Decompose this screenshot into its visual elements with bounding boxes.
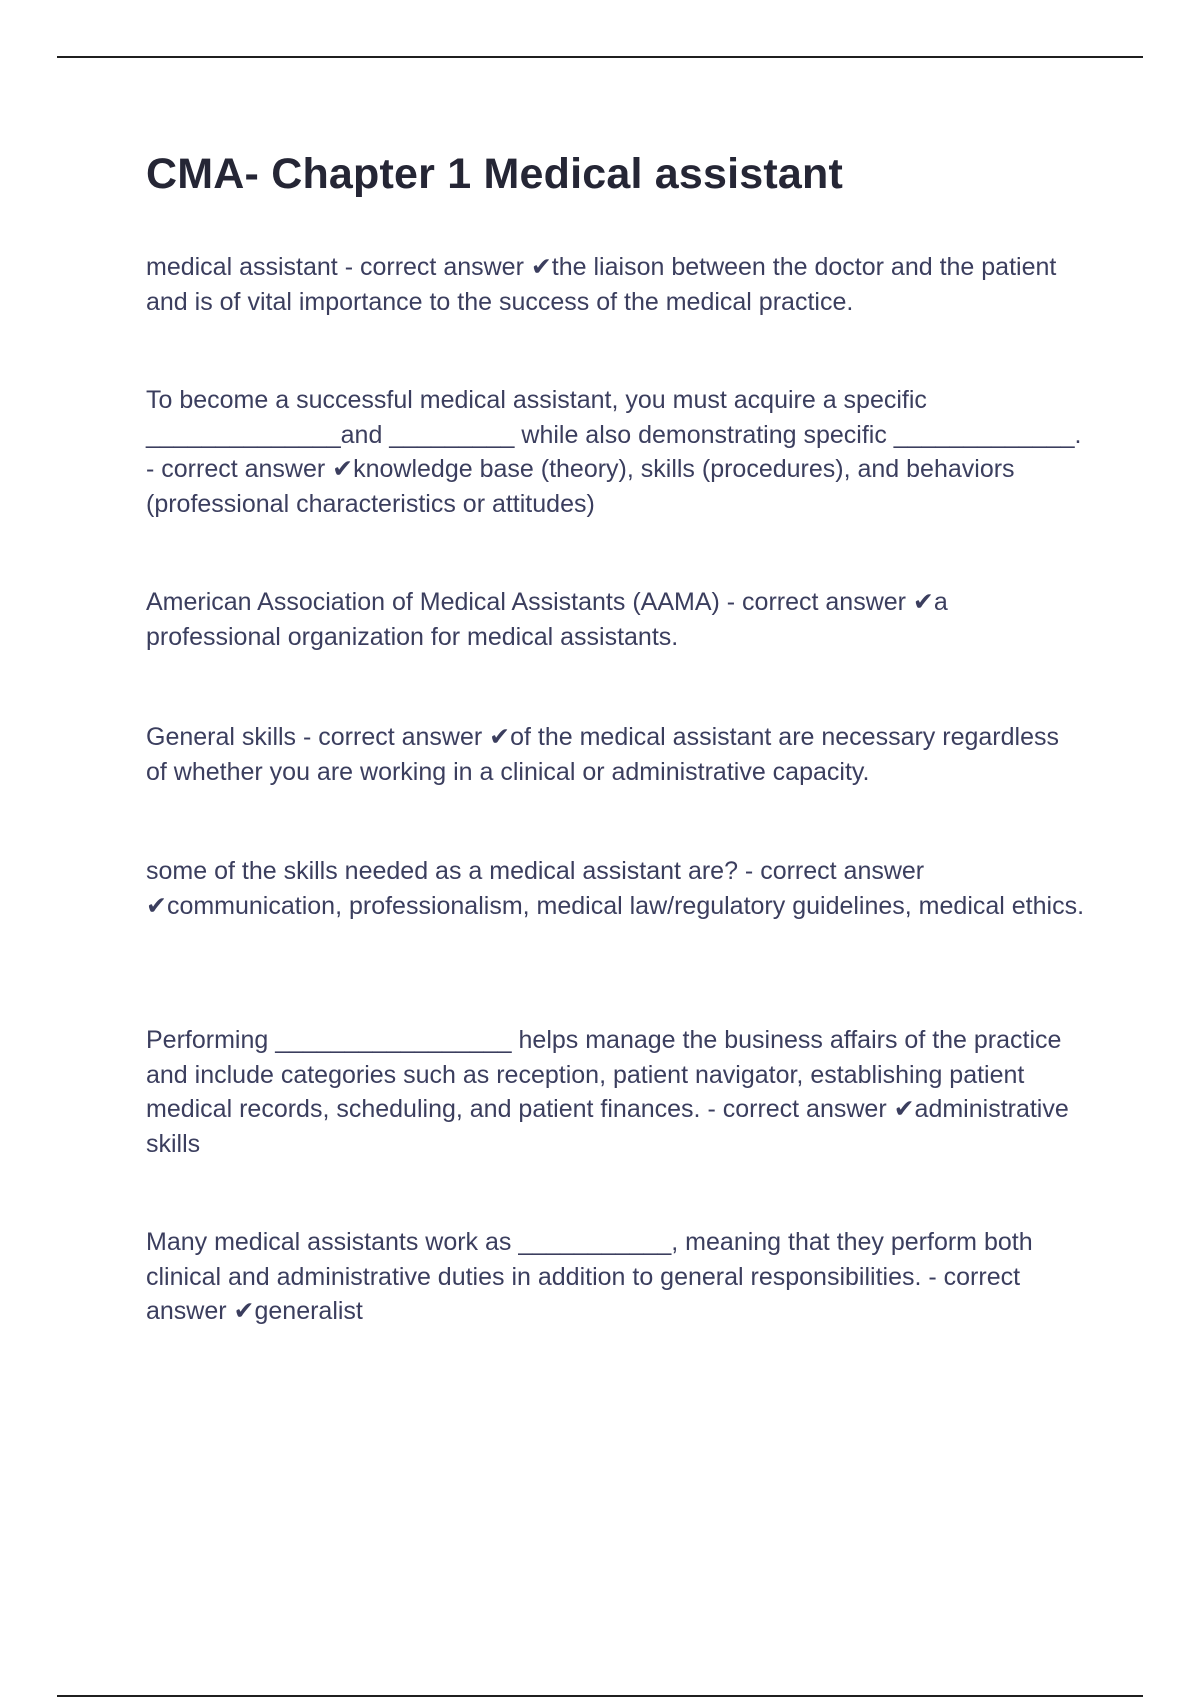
flashcard-entry (146, 1225, 1086, 1329)
flashcard-text: American Association of Medical Assistants (AAMA) - correct answer ✔a professional organization for medical assistants. (146, 588, 948, 651)
flashcard-entry (146, 854, 1086, 923)
flashcard-text: medical assistant - correct answer ✔the liaison between the doctor and the patient and is of vital importance to the success of the medical practice. (146, 253, 1057, 316)
flashcard-text: Many medical assistants work as ___________, meaning that they perform both clinical and administrative duties in addition to general responsibilities. - correct answer ✔generalist (146, 1228, 1033, 1325)
flashcard-entry (146, 585, 1086, 654)
document-body (146, 140, 1086, 1325)
flashcard-text: To become a successful medical assistant, you must acquire a specific ______________and _________ while also demonstrating specific _____________. - correct answer ✔knowledge base (theory), skills (procedures), and behaviors (professional characteristics or attitudes) (146, 386, 1082, 518)
flashcard-entry (146, 250, 1086, 319)
flashcard-text: some of the skills needed as a medical assistant are? - correct answer ✔communication, professionalism, medical law/regulatory guidelines, medical ethics. (146, 857, 1085, 920)
flashcard-entry (146, 1023, 1086, 1161)
flashcard-entry (146, 383, 1086, 521)
top-rule (57, 56, 1143, 58)
bottom-rule (57, 1695, 1143, 1697)
flashcard-text: Performing _________________ helps manage the business affairs of the practice and include categories such as reception, patient navigator, establishing patient medical records, scheduling, and patient finances. - correct answer ✔administrative skills (146, 1026, 1069, 1158)
flashcard-text: General skills - correct answer ✔of the medical assistant are necessary regardless of whether you are working in a clinical or administrative capacity. (146, 723, 1059, 786)
document-title: CMA- Chapter 1 Medical assistant (146, 150, 843, 198)
flashcard-entry (146, 720, 1086, 789)
